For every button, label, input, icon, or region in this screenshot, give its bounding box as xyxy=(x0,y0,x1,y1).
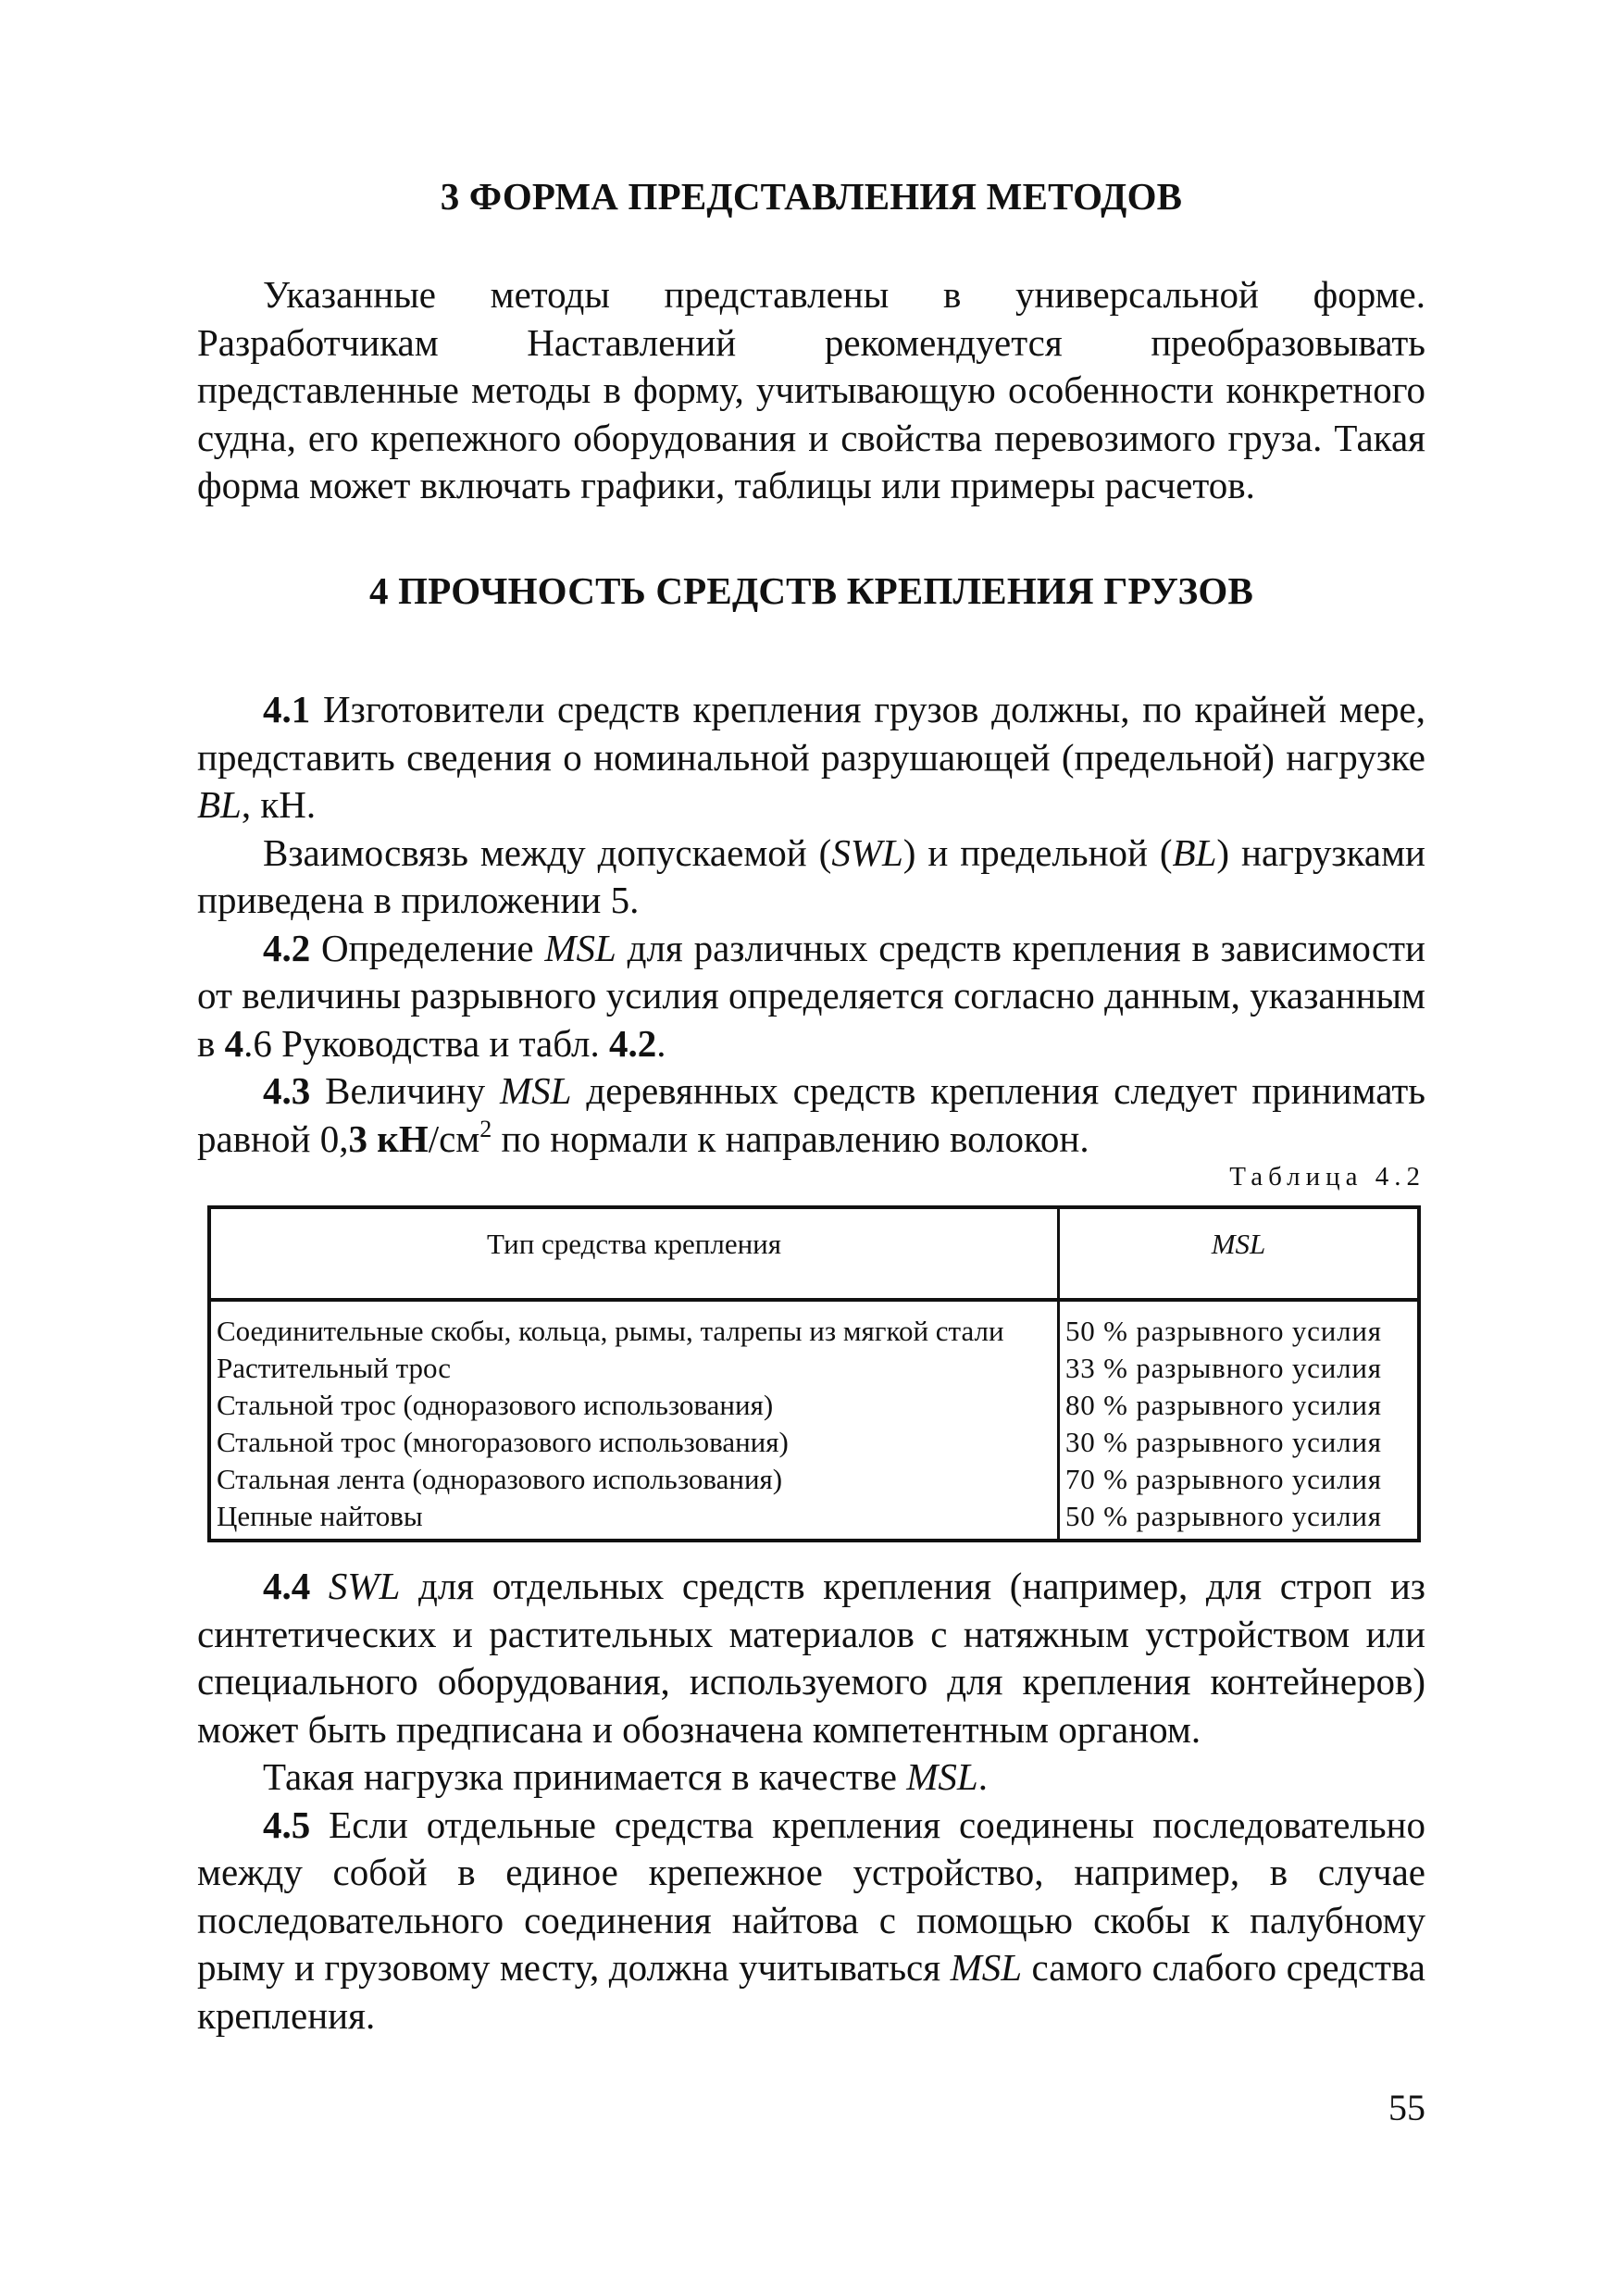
paragraph-4-4-note: Такая нагрузка принимается в качестве MSL. xyxy=(263,1755,988,1798)
table-cell-type: Соединительные скобы, кольца, рымы, талрепы из мягкой стали xyxy=(209,1300,1059,1350)
section-3-paragraph: Указанные методы представлены в универсальной форме. Разработчикам Наставлений рекомендуется преобразовывать представленные методы в форму, учитывающую особенности конкретного судна, его крепежного оборудования и свойства перевозимого груза. Такая форма может включать графики, таблицы или примеры расчетов. xyxy=(197,273,1425,506)
paragraph-4-3: 4.3 Величину MSL деревянных средств крепления следует принимать равной 0,3 $кН/см^2$ по нормали к направлению волокон. xyxy=(197,1069,1425,1160)
term-swl: SWL xyxy=(831,830,903,874)
after-table-body xyxy=(197,1563,1425,2040)
table-header-row xyxy=(209,1207,1419,1300)
table-row xyxy=(209,1498,1419,1541)
table-cell-msl: 33 % разрывного усилия xyxy=(1059,1350,1420,1387)
section-3-body xyxy=(197,271,1425,510)
term-bl: BL xyxy=(1172,830,1217,874)
table-row xyxy=(209,1300,1419,1350)
paragraph-4-1: 4.1 Изготовители средств крепления грузов должны, по крайней мере, представить сведения о номинальной разрушающей (предельной) нагрузке BL, кН. xyxy=(197,688,1425,826)
section-3-heading: 3 ФОРМА ПРЕДСТАВЛЕНИЯ МЕТОДОВ xyxy=(440,175,1183,218)
paragraph-4-4: 4.4 SWL для отдельных средств крепления (например, для строп из синтетических и растительных материалов с натяжным устройством или специального оборудования, используемого для крепления контейнеров) может быть предписана и обозначена компетентным органом. xyxy=(197,1565,1426,1751)
superscript-2: 2 xyxy=(479,1115,492,1142)
table-header-msl: MSL xyxy=(1059,1207,1420,1300)
paragraph-4-1-relationship: Взаимосвязь между допускаемой (SWL) и предельной (BL) нагрузками приведена в приложении 5. xyxy=(197,830,1425,921)
table-cell-type: Растительный трос xyxy=(209,1350,1059,1387)
term-msl: MSL xyxy=(544,926,616,969)
table-cell-type: Стальная лента (одноразового использования) xyxy=(209,1461,1059,1498)
table-row xyxy=(209,1424,1419,1461)
table-caption: Таблица 4.2 xyxy=(1229,1162,1425,1192)
section-4-heading: 4 ПРОЧНОСТЬ СРЕДСТВ КРЕПЛЕНИЯ ГРУЗОВ xyxy=(368,569,1254,612)
term-msl: MSL xyxy=(500,1069,572,1112)
section-4-body xyxy=(197,686,1425,1167)
page-number: 55 xyxy=(1388,2087,1425,2128)
paragraph-4-2: 4.2 Определение MSL для различных средств крепления в зависимости от величины разрывного усилия определяется согласно данным, указанным в 4.6 Руководства и табл. 4.2. xyxy=(197,926,1425,1065)
table-cell-type: Стальной трос (многоразового использования) xyxy=(209,1424,1059,1461)
table-cell-msl: 80 % разрывного усилия xyxy=(1059,1387,1420,1424)
table-cell-msl: 70 % разрывного усилия xyxy=(1059,1461,1420,1498)
table-header-type: Тип средства крепления xyxy=(209,1207,1059,1300)
term-swl: SWL xyxy=(328,1565,401,1607)
term-bl: BL xyxy=(197,783,242,826)
clause-number: 4.5 xyxy=(263,1803,311,1846)
term-msl: MSL xyxy=(906,1755,978,1798)
table-row xyxy=(209,1461,1419,1498)
msl-table xyxy=(207,1205,1421,1542)
table-cell-type: Стальной трос (одноразового использования) xyxy=(209,1387,1059,1424)
table-row xyxy=(209,1387,1419,1424)
clause-number: 4.3 xyxy=(263,1069,311,1112)
clause-number: 4.2 xyxy=(263,926,311,969)
table-row xyxy=(209,1350,1419,1387)
table-cell-msl: 50 % разрывного усилия xyxy=(1059,1498,1420,1541)
clause-number: 4.4 xyxy=(263,1565,311,1607)
term-msl: MSL xyxy=(950,1946,1023,1989)
paragraph-4-5: 4.5 Если отдельные средства крепления соединены последовательно между собой в единое крепежное устройство, например, в случае последовательного соединения найтова с помощью скобы к палубному рыму и грузовому месту, должна учитываться MSL самого слабого средства крепления. xyxy=(197,1803,1425,2037)
table-cell-type: Цепные найтовы xyxy=(209,1498,1059,1541)
table-reference: 4.2 xyxy=(609,1021,657,1065)
clause-number: 4.1 xyxy=(263,688,311,730)
reference: 4 xyxy=(224,1021,244,1065)
table-cell-msl: 50 % разрывного усилия xyxy=(1059,1300,1420,1350)
table-cell-msl: 30 % разрывного усилия xyxy=(1059,1424,1420,1461)
